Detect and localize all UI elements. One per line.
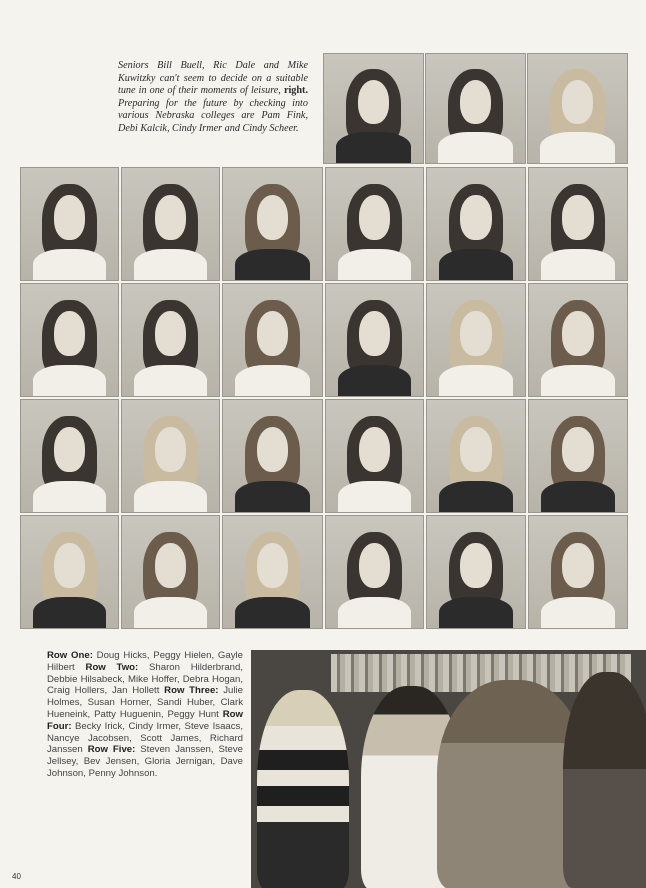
portrait-photo — [325, 399, 424, 513]
portrait-photo — [323, 53, 424, 164]
student-figure — [257, 690, 349, 888]
row-label: Row Three: — [164, 685, 219, 697]
row-label: Row Four: — [47, 708, 243, 732]
row-label: Row Two: — [85, 661, 139, 673]
caption-text-after: Preparing for the future by checking into various Nebraska colleges are Pam Fink, Debi Kalcik, Cindy Irmer and Cindy Scheer. — [118, 97, 308, 134]
portrait-photo — [222, 167, 323, 281]
portrait-photo — [528, 399, 628, 513]
portrait-photo — [121, 167, 220, 281]
portrait-photo — [121, 283, 220, 397]
row-names: Steven Janssen, Steve Jellsey, Bev Jensen, Gloria Jernigan, Dave Johnson, Penny Johnson. — [47, 744, 243, 779]
name-list — [47, 650, 243, 780]
portrait-photo — [20, 283, 119, 397]
portrait-photo — [325, 515, 424, 629]
portrait-photo — [426, 167, 526, 281]
student-figure — [563, 672, 646, 888]
caption — [118, 60, 308, 136]
portrait-photo — [121, 515, 220, 629]
portrait-photo — [222, 283, 323, 397]
portrait-photo — [528, 167, 628, 281]
row-label: Row One: — [47, 650, 93, 661]
row-names: Doug Hicks, Peggy Hielen, Gayle Hilbert — [47, 650, 243, 673]
page-number: 40 — [12, 872, 21, 881]
portrait-photo — [20, 399, 119, 513]
portrait-photo — [528, 283, 628, 397]
caption-bold-word: right. — [283, 85, 308, 97]
portrait-photo — [425, 53, 526, 164]
portrait-photo — [121, 399, 220, 513]
row-names: Julie Holmes, Susan Horner, Sandi Huber, Clark Hueneink, Patty Huguenin, Peggy Hunt — [47, 685, 243, 720]
portrait-photo — [20, 167, 119, 281]
candid-photo — [251, 650, 646, 888]
portrait-photo — [325, 167, 424, 281]
portrait-photo — [325, 283, 424, 397]
portrait-photo — [528, 515, 628, 629]
portrait-photo — [20, 515, 119, 629]
row-names: Becky Irick, Cindy Irmer, Steve Isaacs, Nancye Jacobsen, Scott James, Richard Janssen — [47, 720, 243, 756]
portrait-photo — [527, 53, 628, 164]
portrait-photo — [222, 515, 323, 629]
portrait-photo — [426, 283, 526, 397]
caption-text-before: Seniors Bill Buell, Ric Dale and Mike Kuwitzky can't seem to decide on a suitable tune in one of their moments of leisure, — [118, 60, 308, 97]
portrait-photo — [426, 515, 526, 629]
row-names: Sharon Hilderbrand, Debbie Hilsabeck, Mike Hoffer, Debra Hogan, Craig Hollers, Jan Hollett — [47, 661, 243, 697]
row-label: Row Five: — [87, 744, 136, 756]
portrait-photo — [222, 399, 323, 513]
portrait-photo — [426, 399, 526, 513]
